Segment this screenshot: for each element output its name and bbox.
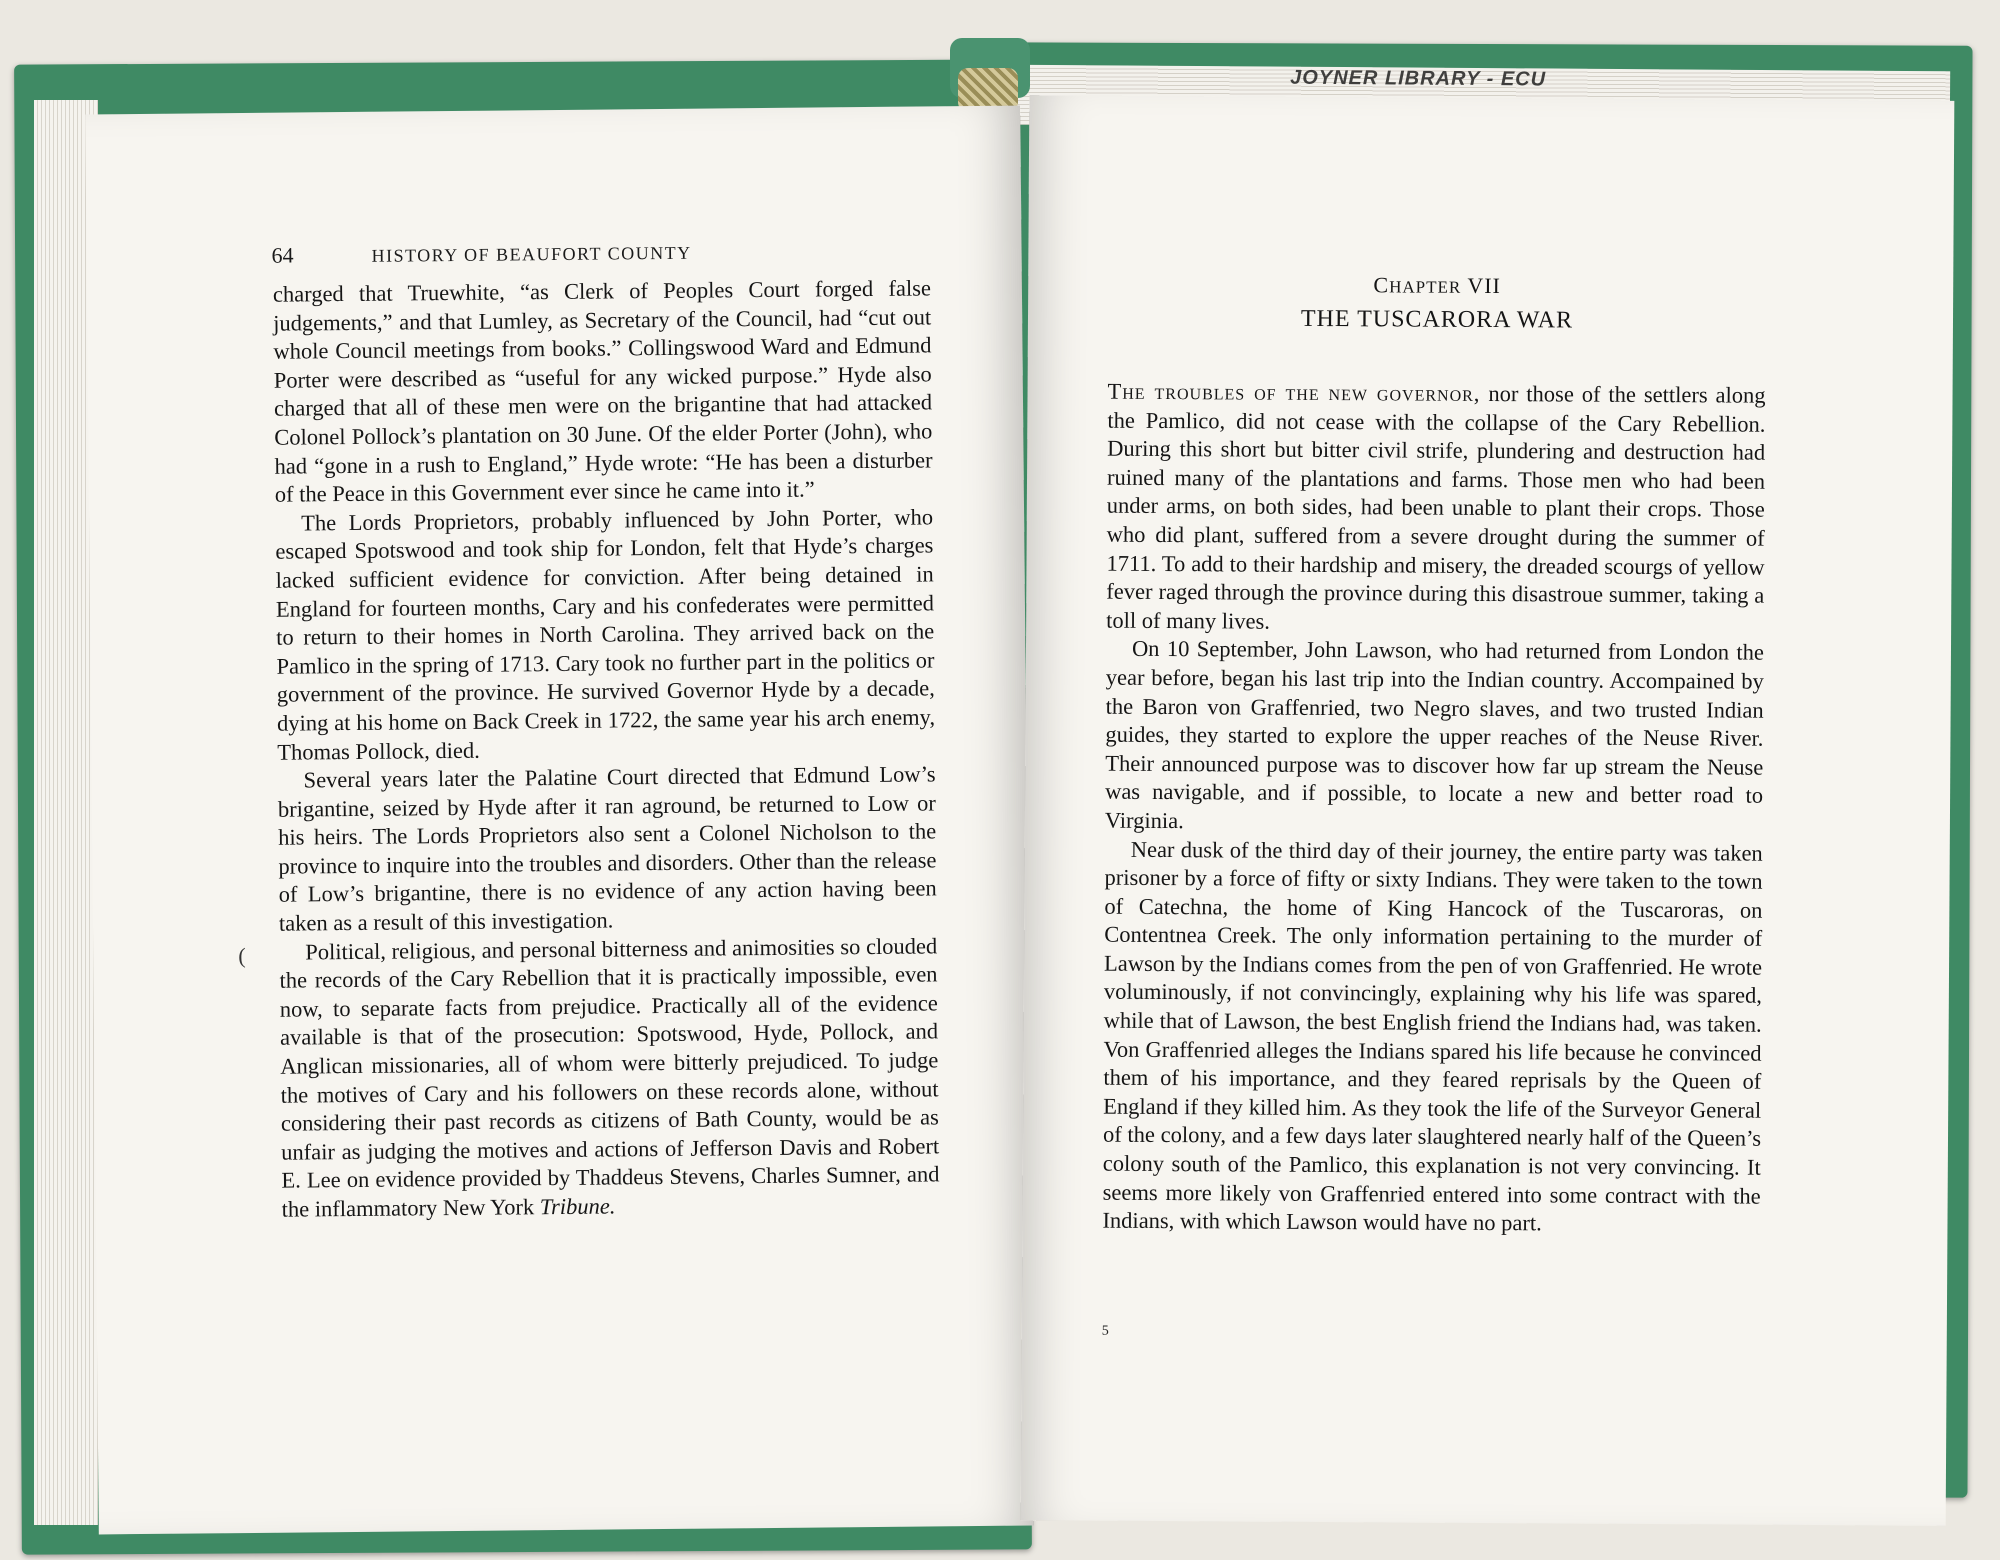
left-page-body — [273, 274, 940, 1224]
paragraph-4 — [279, 932, 940, 1224]
right-page-body — [1102, 378, 1765, 1240]
chapter-numeral: VII — [1467, 272, 1502, 299]
page-number: 64 — [271, 242, 294, 268]
opening-small-caps: The troubles of the new governor, — [1107, 378, 1481, 406]
chapter-title: THE TUSCARORA WAR — [1300, 305, 1574, 334]
opening-paragraph — [1106, 378, 1766, 639]
chapter-word-rest: HAPTER — [1389, 277, 1462, 297]
paragraph-4-text: Political, religious, and personal bitterness and animosities so clouded the records of the Cary Rebellion that it is practically impossible, even now, to separate facts from prejudice. Practically all of the evidence available is that of the prosecution: Spotswood, Hyde, Pollock, and Anglican missionaries, all of whom were bitterly prejudiced. To judge the motives of Cary and his followers on these records alone, without considering their past records as citizens of Bath County, would be as unfair as judging the motives and actions of Jefferson Davis and Robert E. Lee on evidence provided by Thaddeus Stevens, Charles Sumner, and the inflammatory New York — [279, 933, 940, 1222]
margin-mark: ( — [238, 943, 246, 969]
paragraph-2: The Lords Proprietors, probably influenced by John Porter, who escaped Spotswood and took ship for London, felt that Hyde’s charges lacked sufficient evidence for conviction. After being detained in England for fourteen months, Cary and his confederates were permitted to return to their homes in North Carolina. They arrived back on the Pamlico in the spring of 1713. Cary took no further part in the politics or government of the province. He survived Governor Hyde by a decade, dying at his home on Back Creek in 1722, the same year his arch enemy, Thomas Pollock, died. — [275, 504, 936, 765]
library-stamp: JOYNER LIBRARY - ECU — [1290, 66, 1547, 91]
left-running-head — [271, 236, 971, 269]
chapter-word-initial: C — [1373, 272, 1390, 298]
opening-rest: nor those of the settlers along the Pamlico, did not cease with the collapse of the Cary Rebellion. During this short but bitter civil strife, plundering and destruction had ruined many of the plantations and farms. Those men who had been under arms, on both sides, had been unable to plant their crops. Those who did plant, suffered from a severe drought during the summer of 1711. To add to their hardship and misery, the dreaded scourgs of yellow fever raged through the province during this disastroue summer, taking a toll of many lives. — [1106, 380, 1766, 634]
paragraph-3: Several years later the Palatine Court directed that Edmund Low’s brigantine, seized by Hyde after it ran aground, be returned to Low or his heirs. The Lords Proprietors also sent a Colonel Nicholson to the province to inquire into the troubles and disorders. Other than the release of Low’s brigantine, there is no evidence of any action having been taken as a result of this investigation. — [277, 761, 937, 936]
paragraph-lawson: On 10 September, John Lawson, who had returned from London the year before, began his last trip into the Indian country. Accompained by the Baron von Graffenried, two Negro slaves, and two trusted Indian guides, they started to explore the upper reaches of the Neuse River. Their announced purpose was to discover how far up stream the Neuse was navigable, and if possible, to locate a new and better road to Virginia. — [1104, 636, 1765, 834]
chapter-number — [1108, 271, 1766, 301]
paragraph-capture: Near dusk of the third day of their journey, the entire party was taken prisoner by a force of fifty or sixty Indians. They were taken to the town of Catechna, the home of King Hancock of the Tuscaroras, on Contentnea Creek. The only information pertaining to the murder of Lawson by the Indians comes from the pen of von Graffenried. He wrote voluminously, if not convincingly, explaining why his life was spared, while that of Lawson, the best English friend the Indians had, was taken. Von Graffenried alleges the Indians spared his life because he convinced them of his importance, and they feared reprisals by the Queen of England if they killed him. As they took the life of the Surveyor General of the colony, and a few days later slaughtered nearly half of the Queen’s colony south of the Pamlico, this explanation is not very convincing. It seems more likely von Graffenried entered into some contract with the Indians, with which Lawson would have no part. — [1102, 836, 1763, 1236]
left-page — [85, 106, 1034, 1535]
paragraph-1: charged that Truewhite, “as Clerk of Peoples Court forged false judgements,” and that Lumley, as Secretary of the Council, had “cut out whole Council meetings from books.” Collingswood Ward and Edmund Porter were described as “useful for any wicked purpose.” Hyde also charged that all of these men were on the brigantine that had attacked Colonel Pollock’s plantation on 30 June. Of the elder Porter (John), who had “gone in a rush to England,” Hyde wrote: “He has been a disturber of the Peace in this Government ever since he came into it.” — [272, 275, 933, 507]
chapter-heading — [1108, 271, 1766, 336]
running-head-title: HISTORY OF BEAUFORT COUNTY — [371, 242, 692, 266]
footnote-mark: 5 — [1101, 1323, 1109, 1339]
right-page — [1021, 95, 1955, 1526]
italic-tribune: Tribune. — [539, 1193, 616, 1220]
